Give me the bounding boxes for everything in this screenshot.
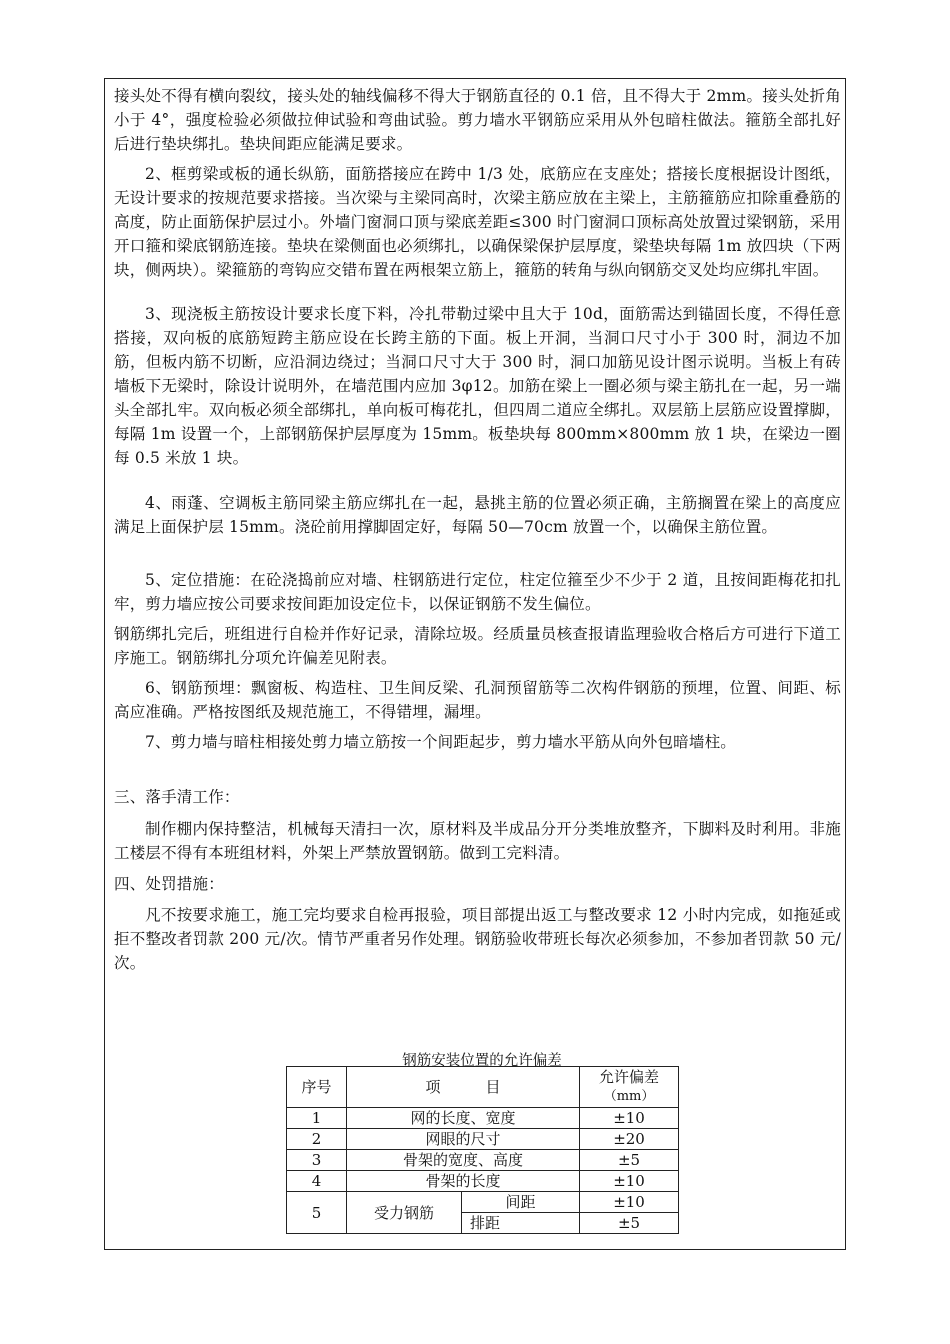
paragraph-penalty: 凡不按要求施工，施工完均要求自检再报验，项目部提出返工与整改要求 12 小时内完成，如拖延或拒不整改者罚款 200 元/次。情节严重者另作处理。钢筋验收带班长每次必须参加，不参加者罚款 50 元/次。 xyxy=(114,906,841,972)
subrow-item: 排距 xyxy=(462,1213,580,1234)
row-item: 骨架的宽度、高度 xyxy=(347,1150,580,1171)
row-no: 4 xyxy=(287,1171,347,1192)
table-row xyxy=(287,1150,679,1171)
paragraph-shear-wall: 7、剪力墙与暗柱相接处剪力墙立筋按一个间距起步，剪力墙水平筋从向外包暗墙柱。 xyxy=(145,733,736,751)
subrow-tolerance: ±10 xyxy=(580,1192,679,1213)
header-tolerance-unit: （mm） xyxy=(603,1089,655,1104)
group-no: 5 xyxy=(287,1192,347,1234)
row-tolerance: ±10 xyxy=(580,1108,679,1129)
table-row xyxy=(287,1171,679,1192)
header-no: 序号 xyxy=(287,1067,347,1108)
paragraph-cleanup: 制作棚内保持整洁，机械每天清扫一次，原材料及半成品分开分类堆放整齐，下脚料及时利用。非施工楼层不得有本班组材料，外架上严禁放置钢筋。做到工完料清。 xyxy=(114,820,841,862)
row-no: 1 xyxy=(287,1108,347,1129)
row-no: 3 xyxy=(287,1150,347,1171)
header-tolerance xyxy=(580,1067,679,1108)
header-item: 项 目 xyxy=(347,1067,580,1108)
row-tolerance: ±10 xyxy=(580,1171,679,1192)
paragraph-positioning: 5、定位措施：在砼浇捣前应对墙、柱钢筋进行定位，柱定位箍至少不少于 2 道，且按间距梅花扣扎牢，剪力墙应按公司要求按间距加设定位卡，以保证钢筋不发生偏位。 xyxy=(114,571,841,613)
paragraph-canopy-rebar: 4、雨蓬、空调板主筋同梁主筋应绑扎在一起，悬挑主筋的位置必须正确，主筋搁置在梁上的高度应满足上面保护层 15mm。浇砼前用撑脚固定好，每隔 50—70cm 放置一个，以确保主筋位置。 xyxy=(114,494,841,536)
table-row xyxy=(287,1108,679,1129)
paragraph-embedded-rebar: 6、钢筋预埋：飘窗板、构造柱、卫生间反梁、孔洞预留筋等二次构件钢筋的预埋，位置、间距、标高应准确。严格按图纸及规范施工，不得错埋，漏埋。 xyxy=(114,679,841,721)
table-row xyxy=(287,1192,679,1213)
table-caption: 钢筋安装位置的允许偏差 xyxy=(402,1053,562,1069)
section-heading-penalty: 四、处罚措施： xyxy=(114,875,224,893)
subrow-item: 间距 xyxy=(462,1192,580,1213)
paragraph-beam-rebar: 2、框剪梁或板的通长纵筋，面筋搭接应在跨中 1/3 处，底筋应在支座处；搭接长度根据设计图纸，无设计要求的按规范要求搭接。当次梁与主梁同高时，次梁主筋应放在主梁上，主筋箍筋应扣除重叠筋的高度，防止面筋保护层过小。外墙门窗洞口顶与梁底差距≤300 时门窗洞口顶标高处放置过梁钢筋，采用开口箍和梁底钢筋连接。垫块在梁侧面也必须绑扎，以确保梁保护层厚度，梁垫块每隔 1m 放四块（下两块，侧两块）。梁箍筋的弯钩应交错布置在两根架立筋上，箍筋的转角与纵向钢筋交叉处均应绑扎牢固。 xyxy=(114,165,841,279)
row-no: 2 xyxy=(287,1129,347,1150)
row-item: 骨架的长度 xyxy=(347,1171,580,1192)
table-header-row xyxy=(287,1067,679,1108)
group-item: 受力钢筋 xyxy=(347,1192,462,1234)
paragraph-inspection: 钢筋绑扎完后，班组进行自检并作好记录，清除垃圾。经质量员核查报请监理验收合格后方可进行下道工序施工。钢筋绑扎分项允许偏差见附表。 xyxy=(114,625,841,667)
tolerance-table xyxy=(286,1066,679,1234)
section-heading-cleanup: 三、落手清工作： xyxy=(114,788,240,806)
row-tolerance: ±5 xyxy=(580,1150,679,1171)
paragraph-slab-rebar: 3、现浇板主筋按设计要求长度下料，冷扎带勒过梁中且大于 10d，面筋需达到锚固长度，不得任意搭接，双向板的底筋短跨主筋应设在长跨主筋的下面。板上开洞，当洞口尺寸小于 300 时，洞边不加筋，但板内筋不切断，应沿洞边绕过；当洞口尺寸大于 300 时，洞口加筋见设计图示说明。当板上有砖墙板下无梁时，除设计说明外，在墙范围内应加 3φ12。加筋在梁上一圈必须与梁主筋扎在一起，另一端头全部扎牢。双向板必须全部绑扎，单向板可梅花扎，但四周二道应全绑扎。双层筋上层筋应设置撑脚，每隔 1m 设置一个，上部钢筋保护层厚度为 15mm。板垫块每 800mm×800mm 放 1 块，在梁边一圈每 0.5 米放 1 块。 xyxy=(114,305,841,467)
row-item: 网的长度、宽度 xyxy=(347,1108,580,1129)
paragraph-joint-requirements: 接头处不得有横向裂纹，接头处的轴线偏移不得大于钢筋直径的 0.1 倍，且不得大于 2mm。接头处折角小于 4°，强度检验必须做拉伸试验和弯曲试验。剪力墙水平钢筋应采用从外包暗柱做法。箍筋全部扎好后进行垫块绑扎。垫块间距应能满足要求。 xyxy=(114,87,841,153)
table-row xyxy=(287,1129,679,1150)
row-tolerance: ±20 xyxy=(580,1129,679,1150)
subrow-tolerance: ±5 xyxy=(580,1213,679,1234)
row-item: 网眼的尺寸 xyxy=(347,1129,580,1150)
header-tolerance-label: 允许偏差 xyxy=(599,1068,660,1086)
